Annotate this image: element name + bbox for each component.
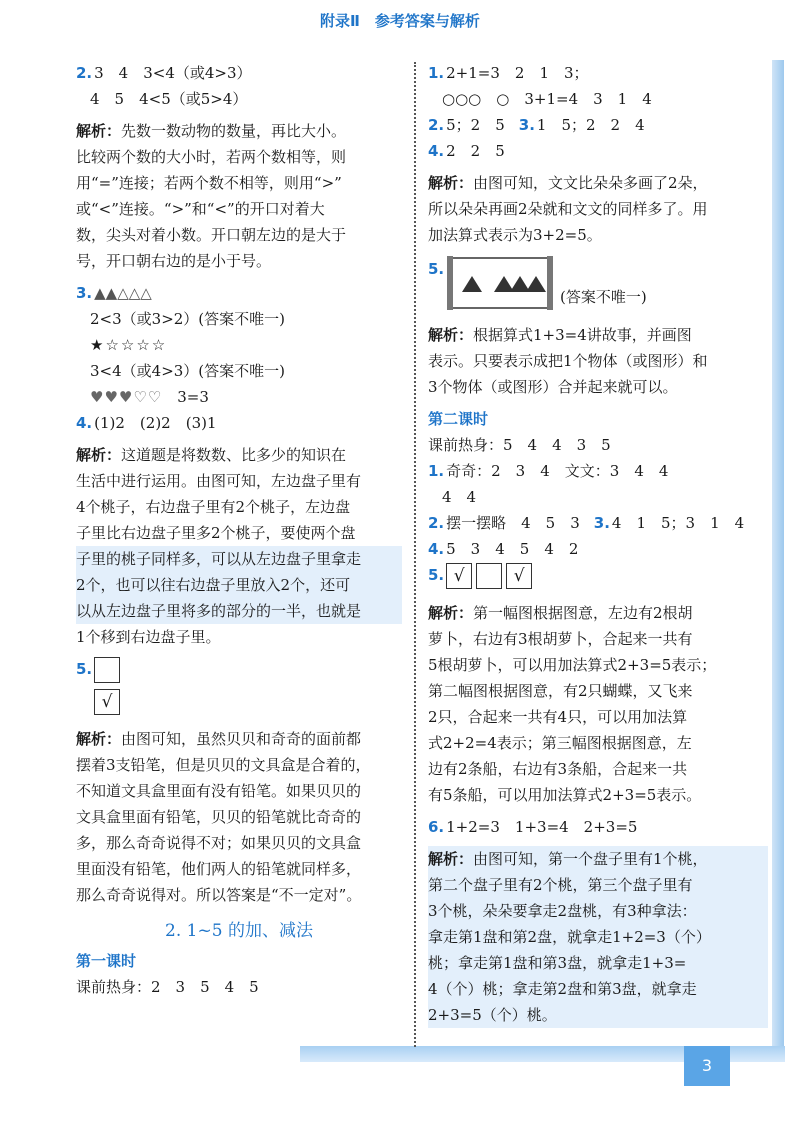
analysis-line: 生活中进行运用。由图可知，左边盘子里有 bbox=[76, 472, 362, 490]
analysis-line: 由图可知，虽然贝贝和奇奇的面前都 bbox=[121, 730, 362, 748]
analysis-line: 由图可知，第一个盘子里有1个桃， bbox=[473, 850, 708, 868]
analysis-line: 第一幅图根据图意，左边有2根胡 bbox=[473, 604, 693, 622]
analysis-label: 解析： bbox=[428, 850, 474, 868]
answer-text: 3 4 3<4（或4>3） bbox=[94, 64, 252, 82]
left-q3-line2: 2<3（或3>2）(答案不唯一) bbox=[90, 310, 286, 328]
section-title: 2. 1~5 的加、减法 bbox=[165, 921, 313, 941]
analysis-line: 3个桃，朵朵要拿走2盘桃，有3种拿法： bbox=[428, 902, 697, 920]
circle-shapes: ○○○ ○ bbox=[442, 90, 510, 108]
analysis-line: 2个，也可以往右边盘子里放入2个，还可 bbox=[76, 572, 402, 598]
question-number: 2. bbox=[428, 116, 445, 134]
left-q3-hearts bbox=[76, 384, 402, 410]
analysis-line: 桃；拿走第1盘和第3盘，就拿走1+3= bbox=[428, 954, 687, 972]
answer-box-empty bbox=[94, 657, 120, 683]
right-q2b-q3b bbox=[428, 510, 768, 536]
analysis-line: 5根胡萝卜，可以用加法算式2+3=5表示； bbox=[428, 656, 717, 674]
question-number: 2. bbox=[428, 514, 445, 532]
answer-box: √ bbox=[446, 563, 472, 589]
analysis-line: 先数一数动物的数量，再比大小。 bbox=[121, 122, 347, 140]
answer-text: 2+1=3 2 1 3； bbox=[446, 64, 589, 82]
analysis-line: 子里比右边盘子里多2个桃子，要使两个盘 bbox=[76, 524, 356, 542]
analysis-line: 式2+2=4表示；第三幅图根据图意，左 bbox=[428, 734, 692, 752]
analysis-label: 解析： bbox=[428, 174, 474, 192]
analysis-line: 号，开口朝右边的是小于号。 bbox=[76, 252, 272, 270]
analysis-line: 用“=”连接；若两个数不相等，则用“>” bbox=[76, 174, 342, 192]
analysis-label: 解析： bbox=[428, 326, 474, 344]
answer-text: 3=3 bbox=[177, 388, 209, 406]
analysis-line: 2只，合起来一共有4只，可以用加法算 bbox=[428, 708, 688, 726]
analysis-line: 或“<”连接。“>”和“<”的开口对着大 bbox=[76, 200, 325, 218]
right-q1b-line2: 4 4 bbox=[442, 488, 477, 506]
question-number: 1. bbox=[428, 64, 445, 82]
analysis-line: 这道题是将数数、比多少的知识在 bbox=[121, 446, 347, 464]
question-number: 3. bbox=[593, 514, 610, 532]
page-header-title: 附录Ⅱ 参考答案与解析 bbox=[320, 12, 480, 30]
left-q2-line1 bbox=[76, 60, 402, 86]
analysis-line: 摆着3支铅笔，但是贝贝的文具盒是合着的， bbox=[76, 756, 371, 774]
right-q1-line1 bbox=[428, 60, 768, 86]
question-number: 5. bbox=[428, 566, 445, 584]
triangles-drawing bbox=[446, 254, 556, 312]
analysis-line: 表示。只要表示成把1个物体（或图形）和 bbox=[428, 352, 708, 370]
question-number: 5. bbox=[76, 660, 93, 678]
question-number: 4. bbox=[428, 540, 445, 558]
question-number: 5. bbox=[428, 260, 445, 278]
right-q4 bbox=[428, 138, 768, 164]
answer-text: 奇奇：2 3 4 文文：3 4 4 bbox=[446, 462, 669, 480]
right-q1-line2 bbox=[428, 86, 768, 112]
question-number: 4. bbox=[428, 142, 445, 160]
answer-note: (答案不唯一) bbox=[560, 288, 647, 306]
left-q2-analysis bbox=[76, 118, 402, 274]
analysis-line: 所以朵朵再画2朵就和文文的同样多了。用 bbox=[428, 200, 708, 218]
analysis-line: 2+3=5（个）桃。 bbox=[428, 1006, 557, 1024]
left-q3-line4: 3<4（或4>3）(答案不唯一) bbox=[90, 362, 286, 380]
analysis-line: 有5条船，可以用加法算式2+3=5表示。 bbox=[428, 786, 702, 804]
right-q6 bbox=[428, 814, 768, 840]
right-column bbox=[428, 60, 768, 1034]
analysis-line: 由图可知，文文比朵朵多画了2朵， bbox=[473, 174, 708, 192]
question-number: 4. bbox=[76, 414, 93, 432]
analysis-line: 数，尖头对着小数。开口朝左边的是大于 bbox=[76, 226, 347, 244]
left-q3-stars: ★☆☆☆☆ bbox=[90, 336, 168, 354]
analysis-line: 不知道文具盒里面有没有铅笔。如果贝贝的 bbox=[76, 782, 362, 800]
answer-text: (1)2 (2)2 (3)1 bbox=[94, 414, 217, 432]
answer-text: 5 3 4 5 4 2 bbox=[446, 540, 579, 558]
answer-text: 2 2 5 bbox=[446, 142, 505, 160]
right-q5 bbox=[428, 254, 768, 316]
answer-text: 1 5；2 2 4 bbox=[536, 116, 645, 134]
question-number: 3. bbox=[518, 116, 535, 134]
lesson-heading: 第二课时 bbox=[428, 410, 489, 428]
question-number: 3. bbox=[76, 284, 93, 302]
left-q5-row1 bbox=[76, 656, 402, 688]
right-q2-q3 bbox=[428, 112, 768, 138]
scroll-right bbox=[547, 256, 553, 310]
answer-text: 摆一摆略 4 5 3 bbox=[446, 514, 580, 532]
left-q5-analysis bbox=[76, 726, 402, 908]
analysis-line: 4（个）桃；拿走第2盘和第3盘，就拿走 bbox=[428, 980, 697, 998]
analysis-line: 以从左边盘子里将多的部分的一半，也就是 bbox=[76, 598, 402, 624]
page-number: 3 bbox=[684, 1046, 730, 1086]
answer-box-checked: √ bbox=[94, 689, 120, 715]
warmup-line: 课前热身：2 3 5 4 5 bbox=[76, 978, 259, 996]
right-q5-analysis bbox=[428, 322, 768, 400]
analysis-line: 子里的桃子同样多，可以从左边盘子里拿走 bbox=[76, 546, 402, 572]
warmup-line: 课前热身：5 4 4 3 5 bbox=[428, 436, 611, 454]
analysis-line: 加法算式表示为3+2=5。 bbox=[428, 226, 602, 244]
analysis-line: 4个桃子，右边盘子里有2个桃子，左边盘 bbox=[76, 498, 351, 516]
analysis-line: 第二幅图根据图意，有2只蝴蝶，又飞来 bbox=[428, 682, 693, 700]
analysis-line: 萝卜，右边有3根胡萝卜，合起来一共有 bbox=[428, 630, 693, 648]
analysis-line: 边有2条船，右边有3条船，合起来一共 bbox=[428, 760, 688, 778]
analysis-label: 解析： bbox=[76, 122, 122, 140]
question-number: 2. bbox=[76, 64, 93, 82]
right-q1b-line1 bbox=[428, 458, 768, 484]
answer-text: 3+1=4 3 1 4 bbox=[524, 90, 652, 108]
answer-box bbox=[476, 563, 502, 589]
lesson-heading: 第一课时 bbox=[76, 952, 137, 970]
question-number: 6. bbox=[428, 818, 445, 836]
analysis-line: 根据算式1+3=4讲故事，并画图 bbox=[473, 326, 692, 344]
left-q2-line2: 4 5 4<5（或5>4） bbox=[90, 90, 248, 108]
analysis-line: 里面没有铅笔，他们两人的铅笔就同样多， bbox=[76, 860, 362, 878]
scroll-left bbox=[447, 256, 453, 310]
answer-box: √ bbox=[506, 563, 532, 589]
left-q5-row2 bbox=[76, 688, 402, 720]
analysis-line: 那么奇奇说得对。所以答案是“不一定对”。 bbox=[76, 886, 362, 904]
analysis-line: 第二个盘子里有2个桃，第三个盘子里有 bbox=[428, 876, 693, 894]
page-edge-decoration bbox=[772, 60, 784, 1050]
answer-text: 1+2=3 1+3=4 2+3=5 bbox=[446, 818, 638, 836]
left-column bbox=[76, 60, 402, 1000]
analysis-label: 解析： bbox=[428, 604, 474, 622]
heart-shapes: ♥♥♥♡♡ bbox=[90, 388, 163, 406]
analysis-line: 比较两个数的大小时，若两个数相等，则 bbox=[76, 148, 347, 166]
right-q4-analysis bbox=[428, 170, 768, 248]
left-q4 bbox=[76, 410, 402, 436]
analysis-line: 文具盒里面有铅笔，贝贝的铅笔就比奇奇的 bbox=[76, 808, 362, 826]
triangle-shapes: ▲▲△△△ bbox=[94, 284, 152, 302]
analysis-line: 拿走第1盘和第2盘，就拿走1+2=3（个） bbox=[428, 928, 711, 946]
analysis-line: 多，那么奇奇说得不对；如果贝贝的文具盒 bbox=[76, 834, 362, 852]
column-divider bbox=[414, 62, 416, 1047]
answer-text: 5；2 5 bbox=[446, 116, 505, 134]
analysis-line: 3个物体（或图形）合并起来就可以。 bbox=[428, 378, 678, 396]
analysis-label: 解析： bbox=[76, 446, 122, 464]
analysis-label: 解析： bbox=[76, 730, 122, 748]
left-q4-analysis bbox=[76, 442, 402, 650]
answer-text: 4 1 5；3 1 4 bbox=[611, 514, 745, 532]
right-q6-analysis bbox=[428, 846, 768, 1028]
right-q4b bbox=[428, 536, 768, 562]
right-q5b bbox=[428, 562, 768, 594]
analysis-line: 1个移到右边盘子里。 bbox=[76, 628, 221, 646]
right-q5b-analysis bbox=[428, 600, 768, 808]
left-q3-shapes bbox=[76, 280, 402, 306]
question-number: 1. bbox=[428, 462, 445, 480]
